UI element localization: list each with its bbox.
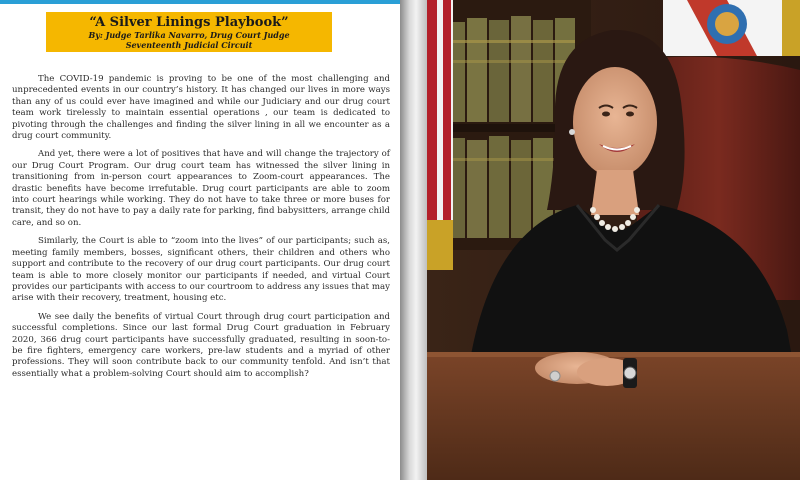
title-box	[46, 12, 332, 52]
byline-author: By: Judge Tarlika Navarro, Drug Court Judge	[88, 30, 290, 40]
paragraph: Similarly, the Court is able to “zoom into the lives” of our participants; such as, meeting family members, bosses, significant others, their children and others who support and contribute to the recovery of our drug court participants. Our drug court team is able to more closely monitor our participants if needed, and virtual Court provides our participants with access to our courtroom to address any issues that may arise with their recovery, treatment, housing etc.	[12, 236, 390, 304]
face	[573, 67, 657, 177]
top-rule	[0, 0, 400, 4]
judge-portrait-photo	[427, 0, 800, 480]
byline-circuit: Seventeenth Judicial Circuit	[125, 40, 253, 50]
page-gutter	[400, 0, 427, 480]
portrait-page	[427, 0, 800, 480]
florida-flag	[663, 0, 800, 56]
article-body	[12, 74, 390, 387]
paragraph: The COVID-19 pandemic is proving to be one of the most challenging and unprecedented events in our country’s history. It has changed our lives in more ways than any of us could ever have imagined and while our Judiciary and our drug court team work tirelessly to maintain essential operations , our team is dedicated to pivoting through the challenges and finding the silver lining in all we encounter as a drug court community.	[12, 74, 390, 142]
paragraph: And yet, there were a lot of positives that have and will change the trajectory of our Drug Court Program. Our drug court team has witnessed the silver lining in transitioning from in-person court appearances to Zoom-court appearances. The drastic benefits have become irrefutable. Drug court participants are able to zoom into court hearings while working. They do not have to take three or more buses for transit, they do not have to pay a daily rate for parking, find babysitters, arrange child care, and so on.	[12, 149, 390, 228]
us-flag	[427, 0, 453, 270]
article-title: “A Silver Linings Playbook”	[89, 15, 289, 30]
paragraph: We see daily the benefits of virtual Court through drug court participation and successful completions. Since our last formal Drug Court graduation in February 2020, 366 drug court participants have successfully graduated, resulting in soon-to-be fire fighters, emergency care workers, pre-law students and a myriad of other professions. They will soon contribute back to our community tenfold. And isn’t that essentially what a problem-solving Court should aim to accomplish?	[12, 311, 390, 379]
